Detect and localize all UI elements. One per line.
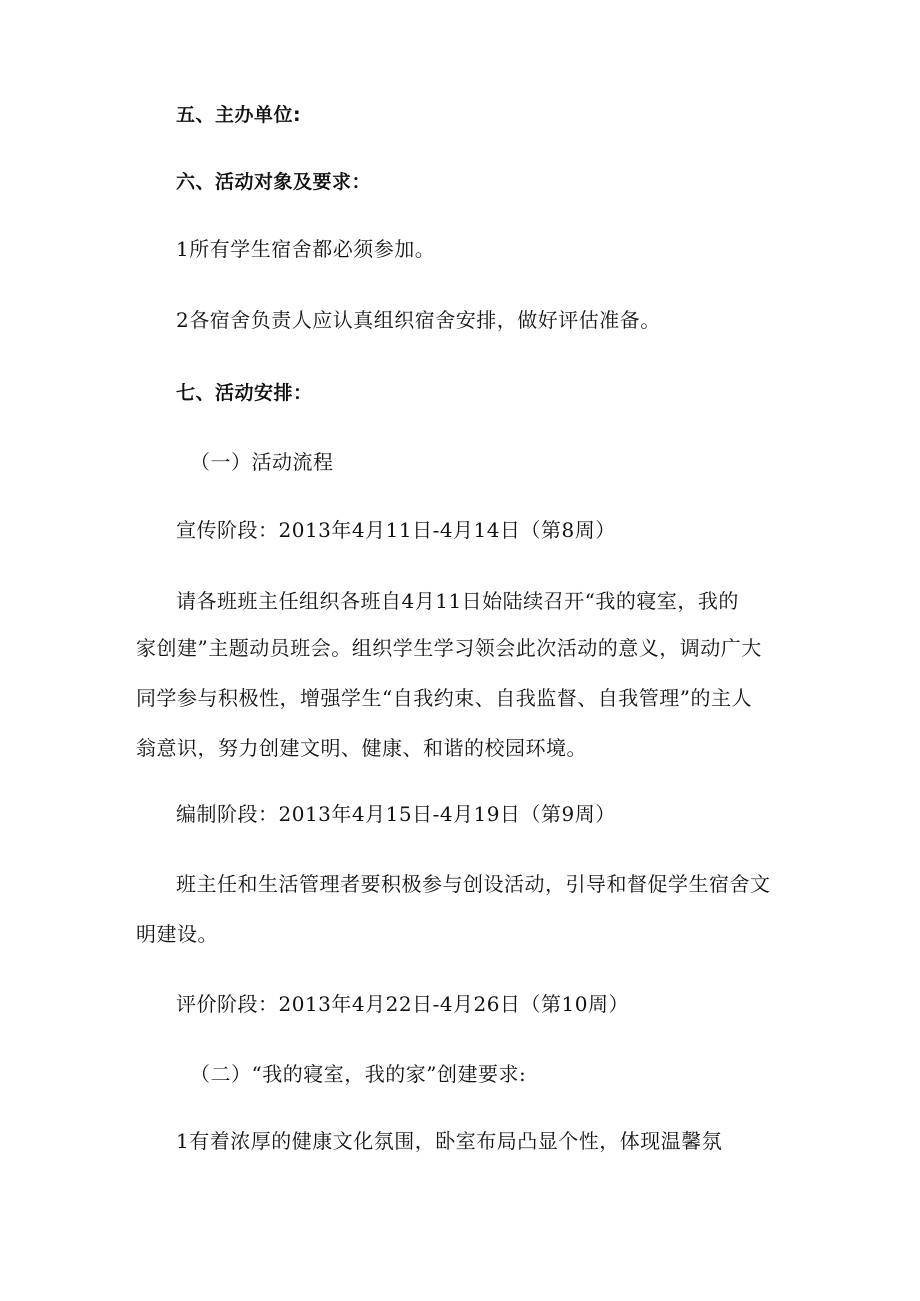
stage-1-body-line-2: 家创建”主题动员班会。组织学生学习领会此次活动的意义，调动广大	[136, 636, 762, 660]
stage-2-title: 编制阶段：2013年4月15日-4月19日（第9周）	[176, 802, 616, 826]
section-6-item-1: 1所有学生宿舍都必须参加。	[176, 237, 436, 261]
stage-2-body-line-1: 班主任和生活管理者要积极参与创设活动，引导和督促学生宿舍文	[176, 872, 771, 896]
stage-1-title: 宣传阶段：2013年4月11日-4月14日（第8周）	[176, 518, 616, 542]
requirements-item-1: 1有着浓厚的健康文化氛围，卧室布局凸显个性，体现温馨氛	[176, 1129, 723, 1153]
section-6-title: 六、活动对象及要求：	[176, 171, 372, 193]
section-5-title: 五、主办单位:	[176, 104, 302, 126]
stage-2-body-line-2: 明建设。	[136, 922, 218, 946]
stage-1-body-line-4: 翁意识，努力创建文明、健康、和谐的校园环境。	[136, 736, 587, 760]
requirements-subtitle: （二）“我的寝室，我的家”创建要求:	[190, 1062, 527, 1086]
stage-1-body-line-3: 同学参与积极性，增强学生“自我约束、自我监督、自我管理”的主人	[136, 686, 752, 710]
stage-3-title: 评价阶段：2013年4月22日-4月26日（第10周）	[176, 992, 629, 1016]
section-6-item-2: 2各宿舍负责人应认真组织宿舍安排，做好评估准备。	[176, 308, 661, 332]
stage-1-body-line-1: 请各班班主任组织各班自4月11日始陆续召开“我的寝室，我的	[176, 589, 739, 613]
flow-subtitle: （一）活动流程	[190, 450, 334, 474]
section-7-title: 七、活动安排：	[176, 382, 313, 404]
